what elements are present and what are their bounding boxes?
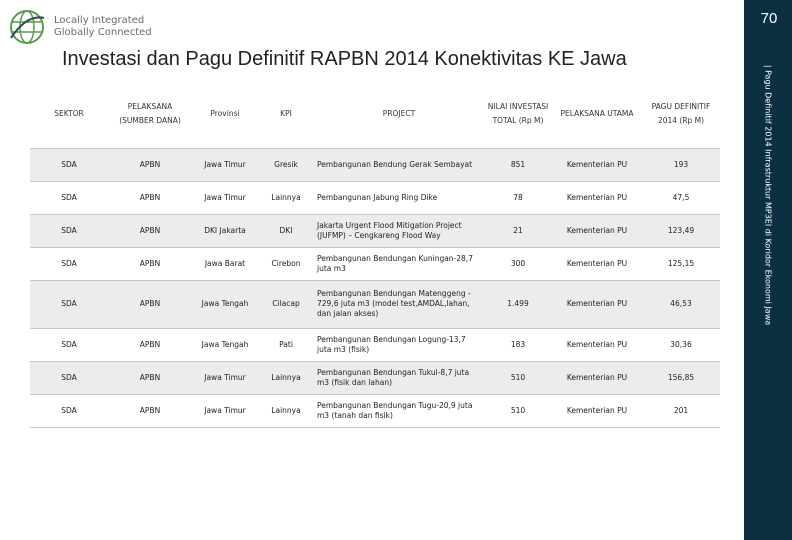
- cell-project: Pembangunan Bendungan Kuningan-28,7 juta m3: [314, 247, 484, 280]
- cell-pelaksana-utama: Kementerian PU: [552, 181, 642, 214]
- cell-pagu-definitif: 123,49: [642, 214, 720, 247]
- cell-pelaksana-utama: Kementerian PU: [552, 328, 642, 361]
- header-pelaksana: PELAKSANA (SUMBER DANA): [119, 101, 181, 125]
- cell-provinsi: Jawa Tengah: [192, 280, 258, 328]
- cell-kpi: Pati: [258, 328, 314, 361]
- table-row: [30, 394, 720, 427]
- table-row: [30, 214, 720, 247]
- cell-provinsi: Jawa Timur: [192, 361, 258, 394]
- page-number: 70: [760, 10, 778, 27]
- cell-kpi: DKI: [258, 214, 314, 247]
- cell-sektor: SDA: [30, 328, 108, 361]
- table-row: [30, 247, 720, 280]
- table-row: [30, 280, 720, 328]
- cell-provinsi: Jawa Tengah: [192, 328, 258, 361]
- cell-pelaksana: APBN: [108, 214, 192, 247]
- logo-line-1: Locally Integrated: [54, 15, 145, 26]
- table-row: [30, 361, 720, 394]
- cell-nilai-investasi: 851: [484, 148, 552, 181]
- cell-provinsi: Jawa Timur: [192, 148, 258, 181]
- cell-pelaksana: APBN: [108, 181, 192, 214]
- page-title: Investasi dan Pagu Definitif RAPBN 2014 Konektivitas KE Jawa: [62, 48, 627, 70]
- cell-project: Pembangunan Bendungan Matenggeng - 729,6 juta m3 (model test,AMDAL,lahan, dan jalan akses): [314, 280, 484, 328]
- cell-pelaksana-utama: Kementerian PU: [552, 214, 642, 247]
- table-header-row: [30, 80, 720, 148]
- cell-pelaksana-utama: Kementerian PU: [552, 280, 642, 328]
- header-kpi: KPI: [280, 108, 292, 118]
- cell-pagu-definitif: 193: [642, 148, 720, 181]
- cell-pelaksana: APBN: [108, 328, 192, 361]
- header-sektor: SEKTOR: [54, 108, 84, 118]
- sidebar: [744, 0, 792, 540]
- investment-table: [30, 80, 720, 428]
- cell-project: Pembangunan Bendung Gerak Sembayat: [314, 148, 484, 181]
- cell-kpi: Cilacap: [258, 280, 314, 328]
- cell-pelaksana: APBN: [108, 148, 192, 181]
- cell-pelaksana-utama: Kementerian PU: [552, 148, 642, 181]
- table-row: [30, 148, 720, 181]
- cell-project: Jakarta Urgent Flood Mitigation Project (JUFMP) – Cengkareng Flood Way: [314, 214, 484, 247]
- header-pelaksana-utama: PELAKSANA UTAMA: [560, 108, 634, 118]
- cell-pelaksana-utama: Kementerian PU: [552, 247, 642, 280]
- cell-pelaksana-utama: Kementerian PU: [552, 394, 642, 427]
- cell-nilai-investasi: 510: [484, 394, 552, 427]
- cell-pelaksana: APBN: [108, 280, 192, 328]
- cell-provinsi: DKI Jakarta: [192, 214, 258, 247]
- cell-project: Pembangunan Bendungan Logung-13,7 juta m3 (fisik): [314, 328, 484, 361]
- cell-nilai-investasi: 183: [484, 328, 552, 361]
- logo: [8, 8, 158, 46]
- cell-sektor: SDA: [30, 280, 108, 328]
- cell-sektor: SDA: [30, 214, 108, 247]
- cell-sektor: SDA: [30, 361, 108, 394]
- header-nilai-investasi: NILAI INVESTASI TOTAL (Rp M): [487, 101, 549, 125]
- cell-pelaksana: APBN: [108, 361, 192, 394]
- cell-kpi: Lainnya: [258, 394, 314, 427]
- cell-kpi: Lainnya: [258, 361, 314, 394]
- cell-pagu-definitif: 156,85: [642, 361, 720, 394]
- sidebar-document-title: | Pagu Definitif 2014 Infrastruktur MP3EI di Koridor Ekonomi Jawa: [763, 64, 773, 326]
- cell-pelaksana: APBN: [108, 394, 192, 427]
- logo-line-2: Globally Connected: [54, 27, 152, 38]
- cell-pagu-definitif: 46,53: [642, 280, 720, 328]
- cell-nilai-investasi: 300: [484, 247, 552, 280]
- cell-pagu-definitif: 125,15: [642, 247, 720, 280]
- table-row: [30, 328, 720, 361]
- cell-sektor: SDA: [30, 181, 108, 214]
- cell-nilai-investasi: 78: [484, 181, 552, 214]
- cell-sektor: SDA: [30, 394, 108, 427]
- cell-pelaksana: APBN: [108, 247, 192, 280]
- cell-provinsi: Jawa Barat: [192, 247, 258, 280]
- header-project: PROJECT: [382, 108, 416, 118]
- table-row: [30, 181, 720, 214]
- cell-kpi: Cirebon: [258, 247, 314, 280]
- cell-pagu-definitif: 47,5: [642, 181, 720, 214]
- logo-text: [54, 15, 152, 39]
- cell-kpi: Gresik: [258, 148, 314, 181]
- cell-pagu-definitif: 30,36: [642, 328, 720, 361]
- cell-project: Pembangunan Jabung Ring Dike: [314, 181, 484, 214]
- cell-nilai-investasi: 510: [484, 361, 552, 394]
- cell-project: Pembangunan Bendungan Tukul-8,7 juta m3 (fisik dan lahan): [314, 361, 484, 394]
- cell-sektor: SDA: [30, 148, 108, 181]
- cell-project: Pembangunan Bendungan Tugu-20,9 juta m3 (tanah dan fisik): [314, 394, 484, 427]
- cell-nilai-investasi: 21: [484, 214, 552, 247]
- cell-pagu-definitif: 201: [642, 394, 720, 427]
- cell-provinsi: Jawa Timur: [192, 181, 258, 214]
- cell-kpi: Lainnya: [258, 181, 314, 214]
- cell-nilai-investasi: 1.499: [484, 280, 552, 328]
- header-pagu-definitif: PAGU DEFINITIF 2014 (Rp M): [651, 101, 711, 125]
- cell-pelaksana-utama: Kementerian PU: [552, 361, 642, 394]
- logo-globe-icon: [8, 8, 46, 46]
- header-provinsi: Provinsi: [210, 108, 240, 118]
- cell-provinsi: Jawa Timur: [192, 394, 258, 427]
- cell-sektor: SDA: [30, 247, 108, 280]
